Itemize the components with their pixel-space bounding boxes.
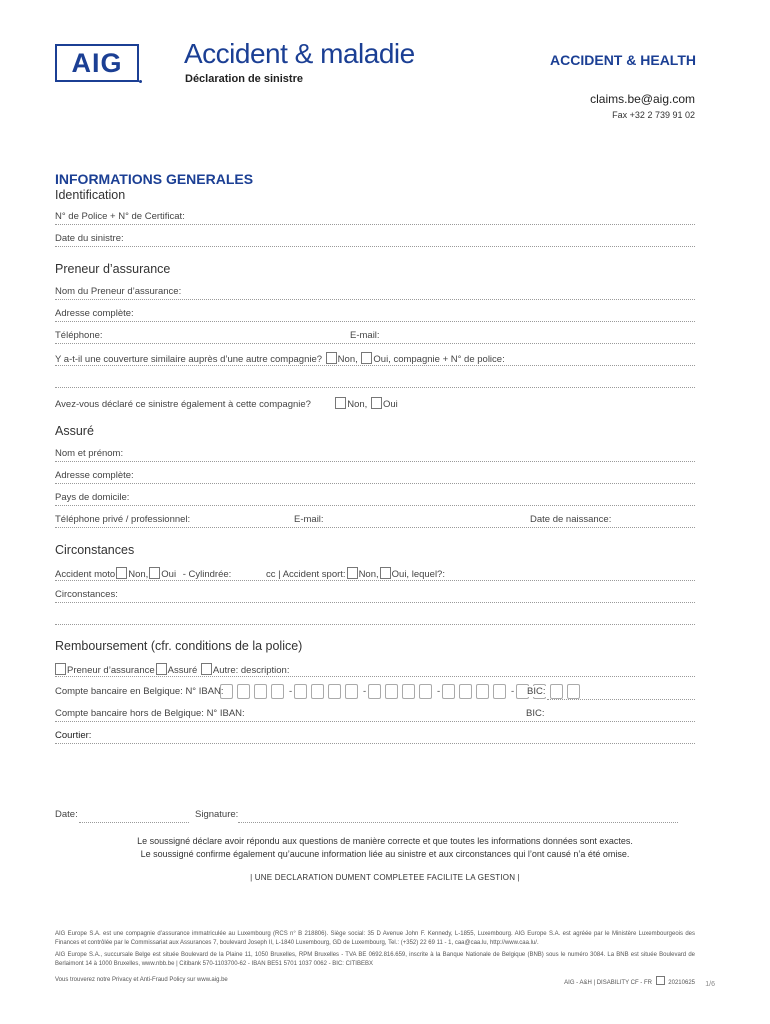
option-assure-label: Assuré (167, 665, 198, 676)
footer-privacy: Vous trouverez notre Privacy et Anti-Fraud Policy sur www.aig.be (55, 977, 228, 983)
sport-no-checkbox[interactable] (347, 567, 358, 579)
iban-digit-box[interactable] (459, 684, 472, 699)
page-subtitle: Déclaration de sinistre (185, 73, 303, 85)
assure-name-field[interactable] (55, 448, 695, 462)
policy-number-label: N° de Police + N° de Certificat: (55, 211, 185, 222)
iban-digit-box[interactable] (220, 684, 233, 699)
moto-no-label: Non, (128, 569, 149, 580)
logo-text: AIG (71, 47, 123, 78)
date-field[interactable] (79, 822, 189, 823)
option-assure-checkbox[interactable] (156, 663, 167, 675)
signature-row (55, 809, 695, 823)
preneur-phone-label: Téléphone: (55, 330, 103, 341)
option-preneur-label: Preneur d’assurance (67, 665, 155, 676)
iban-digit-box[interactable] (271, 684, 284, 699)
option-autre-label: Autre: description: (212, 665, 290, 676)
iban-digit-box[interactable] (550, 684, 563, 699)
preneur-email-label: E-mail: (350, 330, 380, 341)
coverage-question-row (55, 352, 695, 366)
preneur-address-label: Adresse complète: (55, 308, 134, 319)
section-title: INFORMATIONS GENERALES (55, 171, 254, 187)
assure-country-label: Pays de domicile: (55, 492, 130, 503)
iban-digit-box[interactable] (254, 684, 267, 699)
iban-other-row[interactable] (55, 708, 695, 722)
iban-separator: - (437, 686, 441, 697)
assure-heading: Assuré (55, 424, 94, 438)
page-title: Accident & maladie (184, 38, 415, 69)
assure-country-field[interactable] (55, 492, 695, 506)
date-label: Date: (55, 809, 78, 820)
iban-digit-box[interactable] (294, 684, 307, 699)
header-right-title: ACCIDENT & HEALTH (550, 52, 696, 68)
assure-address-label: Adresse complète: (55, 470, 134, 481)
preneur-address-field[interactable] (55, 308, 695, 322)
footer-reference (564, 976, 695, 986)
iban-separator: - (289, 686, 293, 697)
contact-email[interactable]: claims.be@aig.com (590, 92, 695, 106)
sport-label: cc | Accident sport: (266, 569, 346, 580)
assure-address-field[interactable] (55, 470, 695, 484)
aig-logo (55, 44, 139, 82)
cylindree-label: - Cylindrée: (182, 569, 232, 580)
assure-contact-row[interactable] (55, 514, 695, 528)
preneur-phone-email-row[interactable] (55, 330, 695, 344)
declared-question-label: Avez-vous déclaré ce sinistre également à cette compagnie? (55, 399, 311, 410)
declared-no-label: Non, (347, 399, 368, 410)
claim-date-field[interactable] (55, 233, 695, 247)
reimbursement-options-row (55, 663, 695, 677)
courtier-field[interactable] (55, 730, 695, 744)
iban-digit-box[interactable] (311, 684, 324, 699)
coverage-yes-label: Oui, compagnie + N° de police: (373, 354, 505, 365)
sport-no-label: Non, (358, 569, 379, 580)
assure-name-label: Nom et prénom: (55, 448, 124, 459)
statement-line-2: Le soussigné confirme également qu’aucune information liée au sinistre et aux circonstances qui l’ont causé n’a été omise. (140, 849, 630, 859)
remboursement-heading: Remboursement (cfr. conditions de la police) (55, 639, 303, 653)
assure-phone-label: Téléphone privé / professionnel: (55, 514, 191, 525)
coverage-question-label: Y a-t-il une couverture similaire auprès d’une autre compagnie? (55, 354, 323, 365)
iban-separator: - (511, 686, 515, 697)
iban-digit-box[interactable] (442, 684, 455, 699)
statement-line-1: Le soussigné déclare avoir répondu aux questions de manière correcte et que toutes les informations données sont exactes. (137, 836, 633, 846)
preneur-name-label: Nom du Preneur d’assurance: (55, 286, 182, 297)
contact-fax: Fax +32 2 739 91 02 (612, 110, 695, 120)
sport-yes-label: Oui, lequel?: (391, 569, 445, 580)
coverage-no-label: Non, (337, 354, 358, 365)
declared-question-row (55, 397, 695, 411)
declared-no-checkbox[interactable] (335, 397, 346, 409)
bic2-label: BIC: (498, 708, 546, 719)
footer-branch-info: AIG Europe S.A., succursale Belge est située Boulevard de la Plaine 11, 1050 Bruxelles, RPM Bruxelles - TVA BE 0692.816.659, inscrite à la Banque Nationale de Belgique (BNB) sous le numéro 3084. La BNB est située Boulevard de Berlaimont 14 à 1000 Bruxelles, www.nbb.be | Citibank 570-1103700-62 - IBAN BE51 5701 1037 0062 - BIC: CITIBEBX (55, 952, 695, 967)
signature-label: Signature: (195, 809, 239, 820)
iban-digit-box[interactable] (493, 684, 506, 699)
iban-digit-box[interactable] (419, 684, 432, 699)
coverage-yes-checkbox[interactable] (361, 352, 372, 364)
option-autre-checkbox[interactable] (201, 663, 212, 675)
logo-dot (139, 80, 142, 83)
iban-digit-box[interactable] (567, 684, 580, 699)
policy-number-field[interactable] (55, 211, 695, 225)
declared-yes-checkbox[interactable] (371, 397, 382, 409)
footer-box-icon (656, 976, 665, 985)
iban-digit-box[interactable] (345, 684, 358, 699)
circumstances-field-extra[interactable] (55, 611, 695, 625)
moto-yes-checkbox[interactable] (149, 567, 160, 579)
iban-digit-box[interactable] (385, 684, 398, 699)
bic-label: BIC: (527, 686, 546, 697)
coverage-company-field[interactable] (55, 374, 695, 388)
declared-yes-label: Oui (382, 399, 398, 410)
iban-digit-box[interactable] (237, 684, 250, 699)
footer-date-code: 20210625 (668, 980, 695, 986)
iban-other-label: Compte bancaire hors de Belgique: N° IBAN: (55, 708, 245, 719)
footer-ref-text: AIG - A&H | DISABILITY CF - FR (564, 980, 652, 986)
iban-be-row (55, 686, 695, 700)
iban-digit-box[interactable] (402, 684, 415, 699)
iban-digit-box[interactable] (328, 684, 341, 699)
moto-yes-label: Oui (161, 569, 177, 580)
signature-field[interactable] (238, 822, 678, 823)
moto-no-checkbox[interactable] (116, 567, 127, 579)
gestion-banner: | UNE DECLARATION DUMENT COMPLETEE FACILITE LA GESTION | (250, 873, 520, 882)
identification-heading: Identification (55, 188, 126, 202)
iban-digit-box[interactable] (368, 684, 381, 699)
moto-label: Accident moto (55, 569, 116, 580)
page-number: 1/6 (705, 981, 715, 988)
iban-be-label: Compte bancaire en Belgique: N° IBAN: (55, 686, 224, 697)
claim-date-label: Date du sinistre: (55, 233, 124, 244)
circumstances-field[interactable] (55, 589, 695, 603)
sport-yes-checkbox[interactable] (380, 567, 391, 579)
bic-field[interactable] (547, 699, 695, 700)
coverage-no-checkbox[interactable] (326, 352, 337, 364)
courtier-label: Courtier: (55, 730, 92, 741)
preneur-heading: Preneur d’assurance (55, 262, 171, 276)
accident-type-row (55, 567, 695, 581)
circumstances-label: Circonstances: (55, 589, 118, 600)
iban-separator: - (363, 686, 367, 697)
iban-digit-box[interactable] (476, 684, 489, 699)
preneur-name-field[interactable] (55, 286, 695, 300)
circonstances-heading: Circonstances (55, 543, 135, 557)
option-preneur-checkbox[interactable] (55, 663, 66, 675)
footer-company-info: AIG Europe S.A. est une compagnie d’assurance immatriculée au Luxembourg (RCS n° B 218806). Siège social: 35 D Avenue John F. Kennedy, L-1855, Luxembourg. AIG Europe S.A. est agréée par le Ministère Luxembourgeois des Finances et contrôlée par le Commissariat aux Assurances 7, boulevard Joseph II, L-1840 Luxembourg, GD de Luxembourg, Tel.: (+352) 22 69 11 - 1, caa@caa.lu, http://www.caa.lu/. (55, 931, 695, 946)
assure-email-label: E-mail: (294, 514, 324, 525)
assure-birth-label: Date de naissance: (530, 514, 612, 525)
